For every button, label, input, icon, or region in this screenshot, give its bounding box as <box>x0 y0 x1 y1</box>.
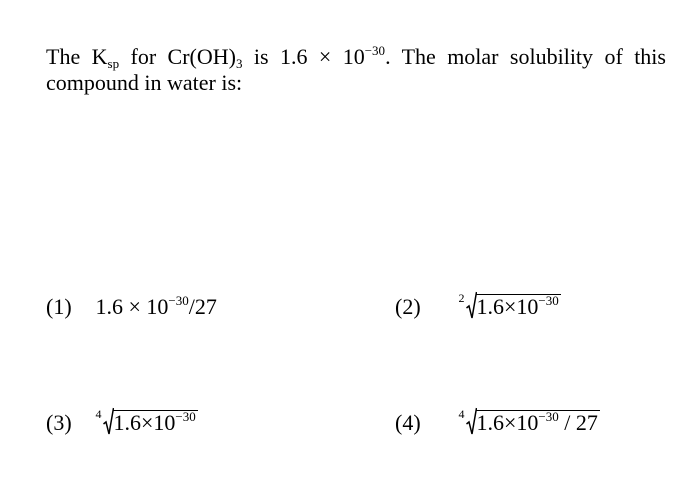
option-exponent: −30 <box>168 293 189 308</box>
question-part: The K <box>46 44 108 69</box>
radicand <box>476 410 600 435</box>
question-part: for Cr(OH) <box>119 44 236 69</box>
ksp-exponent: −30 <box>364 43 386 58</box>
radical-sign-icon <box>466 410 476 436</box>
oh-subscript: 3 <box>235 56 243 71</box>
option-number: (3) <box>46 410 72 435</box>
ksp-subscript: sp <box>107 56 120 71</box>
radicand-exponent: −30 <box>538 409 559 424</box>
option-1[interactable] <box>46 294 217 320</box>
question-part: . The molar solubility of this compound in water is: <box>46 44 666 95</box>
radical-expression <box>458 291 561 323</box>
radicand-mantissa: 1.6×10 <box>476 410 539 435</box>
radicand-exponent: −30 <box>175 409 196 424</box>
root-index: 4 <box>95 407 102 421</box>
radicand <box>113 410 198 435</box>
radicand-mantissa: 1.6×10 <box>476 294 539 319</box>
option-suffix: /27 <box>188 294 217 319</box>
option-number: (1) <box>46 294 72 319</box>
option-base: 1.6 × 10 <box>95 294 169 319</box>
option-4[interactable] <box>395 407 600 439</box>
radicand-mantissa: 1.6×10 <box>113 410 176 435</box>
radical-expression <box>458 407 600 439</box>
radical-expression <box>95 407 198 439</box>
option-number: (4) <box>395 410 421 435</box>
option-3[interactable] <box>46 407 198 439</box>
question-part: is 1.6 × 10 <box>242 44 365 69</box>
radicand-exponent: −30 <box>538 293 559 308</box>
root-index: 4 <box>458 407 465 421</box>
radical-sign-icon <box>466 294 476 320</box>
option-2[interactable] <box>395 291 561 323</box>
option-number: (2) <box>395 294 421 319</box>
question-text <box>46 44 666 96</box>
radical-sign-icon <box>103 410 113 436</box>
radicand <box>476 294 561 319</box>
root-index: 2 <box>458 291 465 305</box>
option-suffix: / 27 <box>558 410 598 435</box>
